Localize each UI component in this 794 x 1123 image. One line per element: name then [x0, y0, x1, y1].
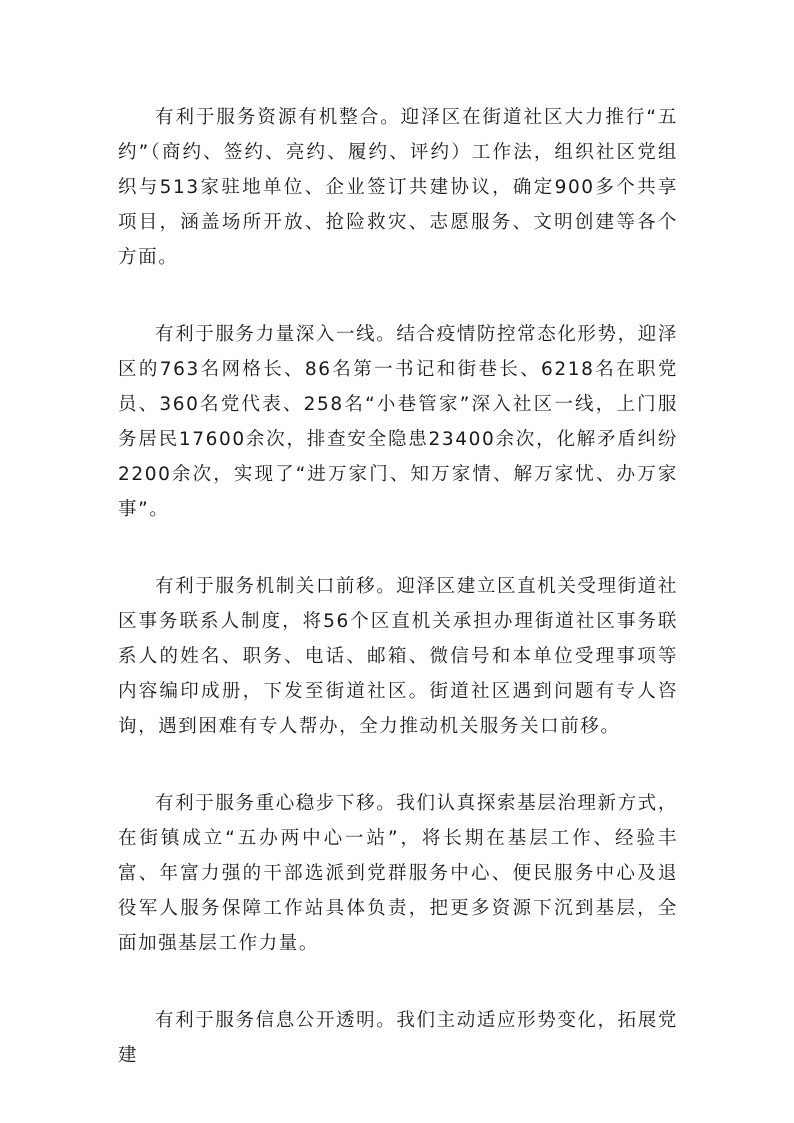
paragraph-mechanism-forward: 有利于服务机制关口前移。迎泽区建立区直机关受理街道社区事务联系人制度，将56个区直机关承担办理街道社区事务联系人的姓名、职务、电话、邮箱、微信号和本单位受理事项等内容编印成册，下发至街道社区。街道社区遇到问题有专人咨询，遇到困难有专人帮办，全力推动机关服务关口前移。 [118, 576, 678, 737]
document-body [118, 100, 678, 1073]
paragraph-focus-downward: 有利于服务重心稳步下移。我们认真探索基层治理新方式，在街镇成立“五办两中心一站”，将长期在基层工作、经验丰富、年富力强的干部选派到党群服务中心、便民服务中心及退役军人服务保障工作站具体负责，把更多资源下沉到基层，全面加强基层工作力量。 [118, 793, 678, 954]
paragraph-frontline-service: 有利于服务力量深入一线。结合疫情防控常态化形势，迎泽区的763名网格长、86名第一书记和街巷长、6218名在职党员、360名党代表、258名“小巷管家”深入社区一线，上门服务居民17600余次，排查安全隐患23400余次，化解矛盾纠纷2200余次，实现了“进万家门、知万家情、解万家忧、办万家事”。 [118, 324, 678, 520]
paragraph-information-transparency: 有利于服务信息公开透明。我们主动适应形势变化，拓展党建 [118, 1010, 678, 1066]
paragraph-resource-integration: 有利于服务资源有机整合。迎泽区在街道社区大力推行“五约”（商约、签约、亮约、履约、评约）工作法，组织社区党组织与513家驻地单位、企业签订共建协议，确定900多个共享项目，涵盖场所开放、抢险救灾、志愿服务、文明创建等各个方面。 [118, 107, 678, 268]
